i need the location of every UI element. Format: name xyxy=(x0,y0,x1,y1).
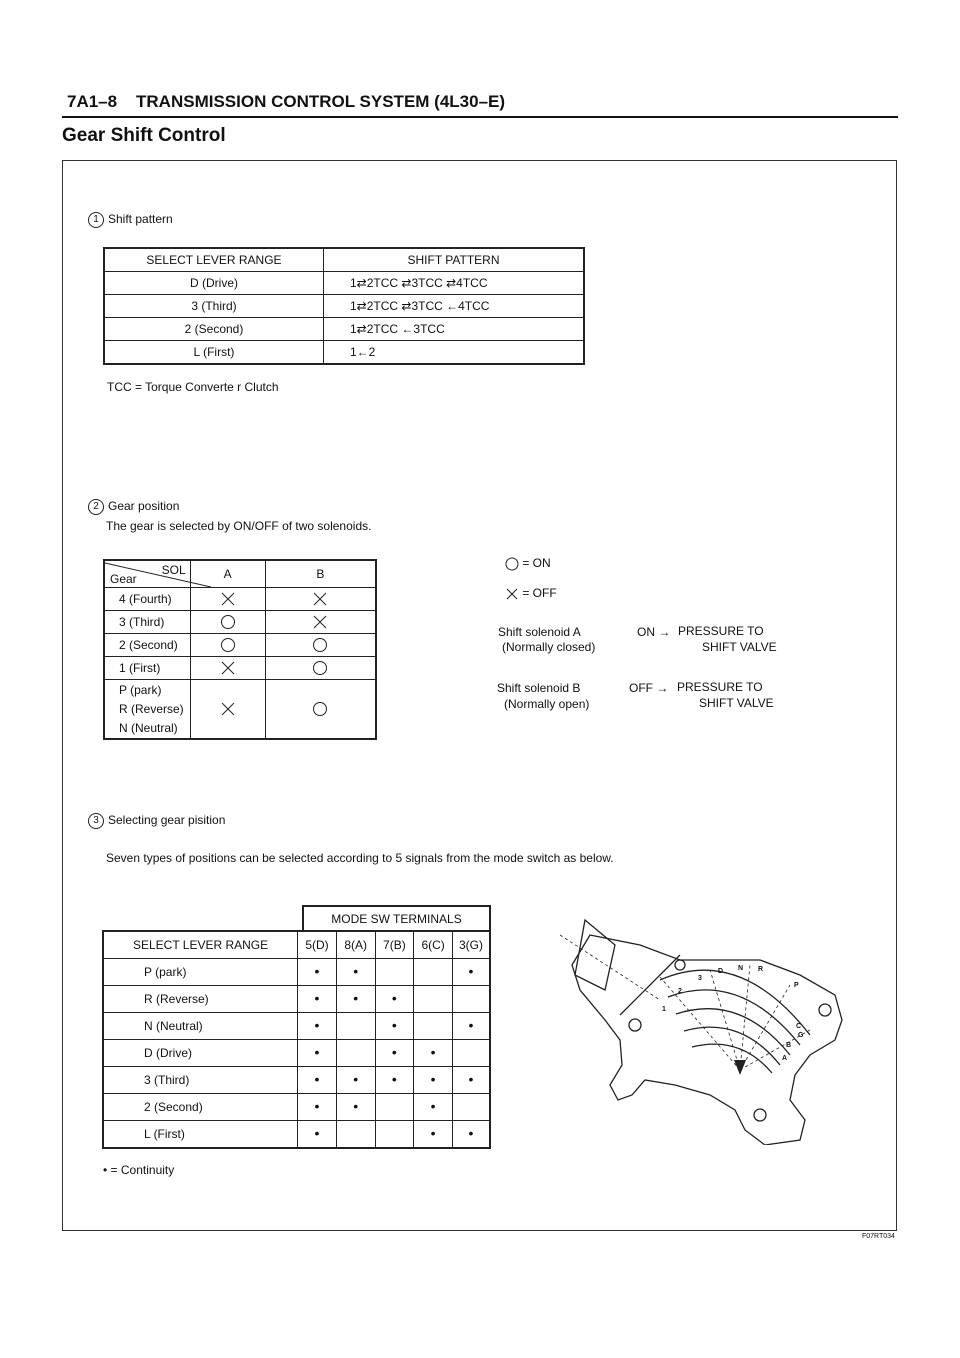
continuity-dot: • xyxy=(430,1125,436,1141)
header-rule xyxy=(62,116,898,118)
corner-sol-label: SOL xyxy=(161,563,186,577)
gear-label: 4 (Fourth) xyxy=(119,592,172,606)
continuity-cell xyxy=(375,1067,414,1094)
continuity-dot: • xyxy=(353,1098,359,1114)
on-circle-icon xyxy=(220,614,236,630)
continuity-dot: • xyxy=(314,1071,320,1087)
section2-number: 2 xyxy=(88,499,104,515)
continuity-cell xyxy=(375,1013,414,1040)
continuity-cell xyxy=(298,1067,337,1094)
gear-cell xyxy=(104,611,190,634)
continuity-cell xyxy=(336,986,375,1013)
off-cross-icon xyxy=(505,587,519,601)
sol-b-result-line1: PRESSURE TO xyxy=(677,680,763,694)
continuity-cell xyxy=(414,986,453,1013)
page-header xyxy=(67,92,505,112)
sol-a-result-line1: PRESSURE TO xyxy=(678,624,764,638)
table-row xyxy=(104,680,376,740)
mode-switch-diagram xyxy=(560,915,860,1145)
continuity-cell xyxy=(414,1067,453,1094)
continuity-dot: • xyxy=(430,1071,436,1087)
section2-intro: The gear is selected by ON/OFF of two solenoids. xyxy=(106,519,372,533)
solenoid-b-state xyxy=(265,680,376,740)
solenoid-a-state xyxy=(190,634,265,657)
continuity-dot: • xyxy=(314,963,320,979)
switch-label: G xyxy=(798,1032,804,1039)
table-row xyxy=(103,1013,490,1040)
continuity-dot: • xyxy=(468,1017,474,1033)
range-cell: L (First) xyxy=(103,1121,298,1149)
continuity-dot: • xyxy=(314,1017,320,1033)
table-row xyxy=(104,295,584,318)
terminal-header: 7(B) xyxy=(375,931,414,959)
section1-title: Shift pattern xyxy=(108,212,173,227)
section1-number: 1 xyxy=(88,212,104,228)
continuity-cell xyxy=(453,1094,491,1121)
off-cross-icon xyxy=(220,591,236,607)
mode-switch-table xyxy=(102,930,491,1149)
continuity-dot: • xyxy=(468,963,474,979)
continuity-cell xyxy=(453,986,491,1013)
solenoid-table xyxy=(103,559,377,740)
shift-pattern-table xyxy=(103,247,585,365)
table-row xyxy=(103,986,490,1013)
continuity-cell xyxy=(298,986,337,1013)
sol-a-note: (Normally closed) xyxy=(502,640,596,654)
figure-code: F07RT034 xyxy=(862,1233,895,1240)
table-row xyxy=(103,1040,490,1067)
solenoid-a-state xyxy=(190,680,265,740)
terminal-header: 8(A) xyxy=(336,931,375,959)
range-cell: 3 (Third) xyxy=(104,295,324,318)
continuity-legend: • = Continuity xyxy=(103,1163,175,1177)
continuity-dot: • xyxy=(430,1044,436,1060)
mode-sw-terminals-header: MODE SW TERMINALS xyxy=(302,905,491,930)
switch-label: B xyxy=(786,1042,792,1049)
terminal-header: 3(G) xyxy=(453,931,491,959)
continuity-cell xyxy=(453,959,491,986)
table-row xyxy=(103,1067,490,1094)
continuity-cell xyxy=(453,1067,491,1094)
solenoid-a-state xyxy=(190,657,265,680)
solenoid-b-state xyxy=(265,634,376,657)
corner-cell xyxy=(104,560,190,588)
table-header-row xyxy=(104,248,584,272)
pattern-cell: 1←2 xyxy=(324,341,585,365)
solenoid-a-state xyxy=(190,611,265,634)
on-circle-icon xyxy=(220,637,236,653)
section3-title: Selecting gear pisition xyxy=(108,813,226,828)
continuity-cell xyxy=(414,1040,453,1067)
terminal-header: 5(D) xyxy=(298,931,337,959)
continuity-dot: • xyxy=(430,1098,436,1114)
range-cell: 2 (Second) xyxy=(103,1094,298,1121)
continuity-cell xyxy=(414,1121,453,1149)
gear-label: N (Neutral) xyxy=(119,720,178,735)
switch-label: R xyxy=(758,966,764,973)
continuity-cell xyxy=(336,1013,375,1040)
continuity-dot: • xyxy=(468,1125,474,1141)
col-header-range: SELECT LEVER RANGE xyxy=(104,248,324,272)
solenoid-b-state xyxy=(265,588,376,611)
pattern-cell: 1⇄2TCC ⇄3TCC ⇄4TCC xyxy=(324,272,585,295)
switch-label: C xyxy=(796,1023,802,1030)
col-header-pattern: SHIFT PATTERN xyxy=(324,248,585,272)
continuity-dot: • xyxy=(314,1125,320,1141)
range-cell: D (Drive) xyxy=(104,272,324,295)
switch-label: N xyxy=(738,965,744,972)
range-cell: N (Neutral) xyxy=(103,1013,298,1040)
gear-cell xyxy=(104,680,190,740)
on-circle-icon xyxy=(312,701,328,717)
off-cross-icon xyxy=(220,660,236,676)
continuity-cell xyxy=(375,1094,414,1121)
switch-label: D xyxy=(718,968,724,975)
legend-off-text: = OFF xyxy=(522,586,557,600)
continuity-cell xyxy=(375,986,414,1013)
continuity-dot: • xyxy=(391,990,397,1006)
on-circle-icon xyxy=(312,637,328,653)
on-circle-icon xyxy=(505,557,519,571)
sol-a-state: ON → xyxy=(637,625,671,639)
pattern-cell: 1⇄2TCC ⇄3TCC ←4TCC xyxy=(324,295,585,318)
table-row xyxy=(103,1121,490,1149)
switch-label: P xyxy=(794,982,799,989)
switch-label: A xyxy=(782,1055,788,1062)
gear-cell xyxy=(104,634,190,657)
continuity-cell xyxy=(298,1040,337,1067)
sol-b-state: OFF → xyxy=(629,681,669,695)
continuity-cell xyxy=(298,1121,337,1149)
page-title: Gear Shift Control xyxy=(62,125,226,146)
continuity-dot: • xyxy=(314,1044,320,1060)
col-header-a: A xyxy=(190,560,265,588)
range-cell: 2 (Second) xyxy=(104,318,324,341)
off-cross-icon xyxy=(312,591,328,607)
continuity-cell xyxy=(375,1121,414,1149)
continuity-dot: • xyxy=(391,1044,397,1060)
continuity-cell xyxy=(336,1094,375,1121)
range-cell: P (park) xyxy=(103,959,298,986)
table-row xyxy=(104,611,376,634)
table-row xyxy=(103,1094,490,1121)
continuity-cell xyxy=(336,1121,375,1149)
table-row xyxy=(104,634,376,657)
col-header-range: SELECT LEVER RANGE xyxy=(103,931,298,959)
table-row xyxy=(104,272,584,295)
continuity-dot: • xyxy=(391,1071,397,1087)
continuity-dot: • xyxy=(353,963,359,979)
gear-label: 1 (First) xyxy=(119,661,161,675)
gear-label: R (Reverse) xyxy=(119,701,184,716)
gear-cell xyxy=(104,588,190,611)
section1-heading xyxy=(88,212,173,228)
off-cross-icon xyxy=(312,614,328,630)
continuity-cell xyxy=(414,1013,453,1040)
continuity-cell xyxy=(414,1094,453,1121)
section2-heading xyxy=(88,499,179,515)
continuity-cell xyxy=(336,959,375,986)
continuity-dot: • xyxy=(314,1098,320,1114)
section3-heading xyxy=(88,813,225,829)
continuity-dot: • xyxy=(353,1071,359,1087)
solenoid-b-state xyxy=(265,657,376,680)
continuity-cell xyxy=(375,1040,414,1067)
table-row xyxy=(103,959,490,986)
section2-title: Gear position xyxy=(108,499,180,514)
gear-cell xyxy=(104,657,190,680)
continuity-cell xyxy=(414,959,453,986)
gear-label: 3 (Third) xyxy=(119,615,165,629)
switch-label: 2 xyxy=(678,988,682,995)
switch-label: 3 xyxy=(698,975,702,982)
solenoid-a-state xyxy=(190,588,265,611)
range-cell: R (Reverse) xyxy=(103,986,298,1013)
legend-on-text: = ON xyxy=(522,556,551,570)
pattern-cell: 1⇄2TCC ←3TCC xyxy=(324,318,585,341)
sol-b-name: Shift solenoid B xyxy=(497,681,581,695)
switch-label: 1 xyxy=(662,1006,666,1013)
sol-a-result-line2: SHIFT VALVE xyxy=(702,640,777,654)
table-header-row xyxy=(104,560,376,588)
table-row xyxy=(104,341,584,365)
continuity-cell xyxy=(336,1067,375,1094)
tcc-note: TCC = Torque Converte r Clutch xyxy=(107,380,279,394)
gear-label: P (park) xyxy=(119,682,162,697)
terminal-header: 6(C) xyxy=(414,931,453,959)
gear-label: 2 (Second) xyxy=(119,638,178,652)
continuity-cell xyxy=(298,959,337,986)
sol-b-note: (Normally open) xyxy=(504,697,590,711)
continuity-dot: • xyxy=(353,990,359,1006)
continuity-cell xyxy=(298,1013,337,1040)
continuity-cell xyxy=(375,959,414,986)
continuity-cell xyxy=(453,1121,491,1149)
on-circle-icon xyxy=(312,660,328,676)
section3-number: 3 xyxy=(88,813,104,829)
col-header-b: B xyxy=(265,560,376,588)
continuity-dot: • xyxy=(468,1071,474,1087)
solenoid-b-state xyxy=(265,611,376,634)
legend-off xyxy=(505,586,557,601)
header-system: TRANSMISSION CONTROL SYSTEM (4L30–E) xyxy=(136,92,506,111)
range-cell: L (First) xyxy=(104,341,324,365)
continuity-dot: • xyxy=(314,990,320,1006)
range-cell: D (Drive) xyxy=(103,1040,298,1067)
continuity-cell xyxy=(298,1094,337,1121)
range-cell: 3 (Third) xyxy=(103,1067,298,1094)
continuity-cell xyxy=(336,1040,375,1067)
table-row xyxy=(104,588,376,611)
legend-on xyxy=(505,556,551,571)
table-header-row xyxy=(103,931,490,959)
off-cross-icon xyxy=(220,701,236,717)
header-code: 7A1–8 xyxy=(67,92,118,111)
table-row xyxy=(104,657,376,680)
continuity-dot: • xyxy=(391,1017,397,1033)
corner-gear-label: Gear xyxy=(110,572,137,586)
sol-a-name: Shift solenoid A xyxy=(498,625,581,639)
table-row xyxy=(104,318,584,341)
sol-b-result-line2: SHIFT VALVE xyxy=(699,696,774,710)
continuity-cell xyxy=(453,1040,491,1067)
continuity-cell xyxy=(453,1013,491,1040)
section3-intro: Seven types of positions can be selected according to 5 signals from the mode switch as below. xyxy=(106,851,614,865)
